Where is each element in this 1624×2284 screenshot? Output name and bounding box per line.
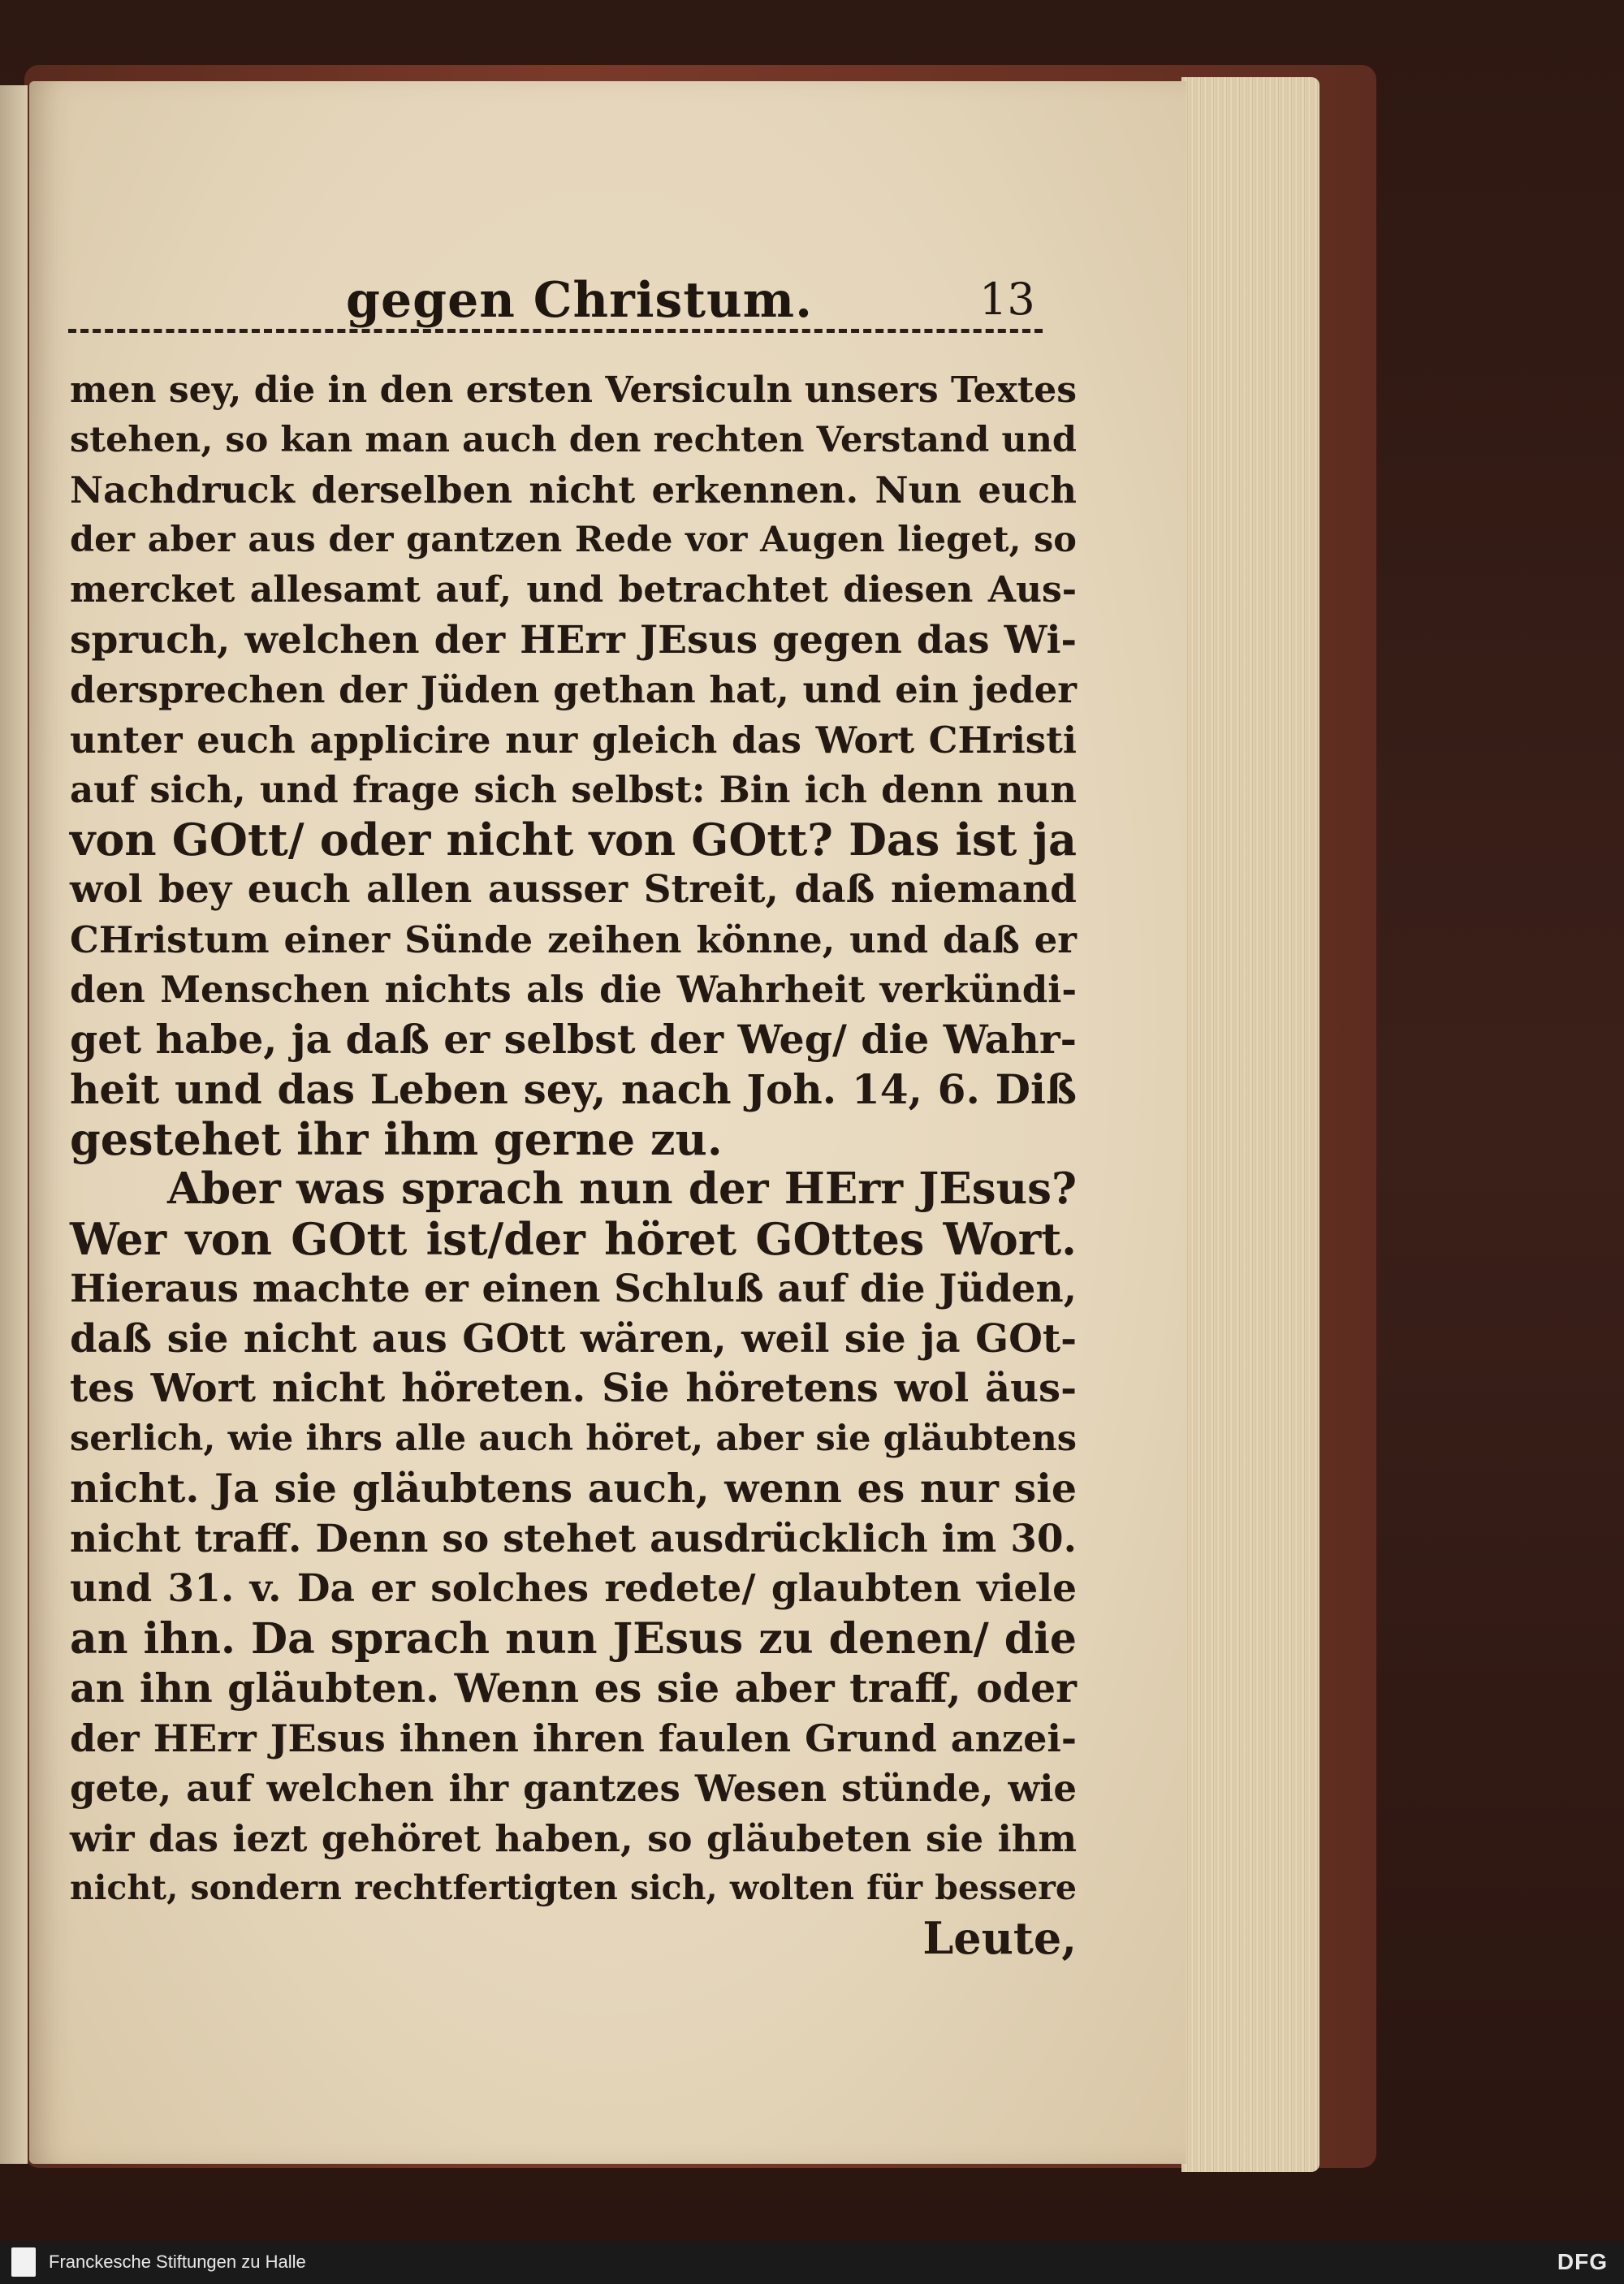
text-line: unter euch applicire nur gleich das Wort CHristi [70, 718, 1077, 762]
text-line: von GOtt/ oder nicht von GOtt? Das ist ja [70, 813, 1077, 866]
text-line: mercket allesamt auf, und betrachtet diesen Aus- [70, 569, 1077, 611]
header-rule [68, 329, 1043, 333]
text-line: men sey, die in den ersten Versiculn unsers Textes [70, 369, 1077, 411]
text-line: an ihn. Da sprach nun JEsus zu denen/ die [70, 1613, 1077, 1664]
text-line: wir das iezt gehöret haben, so gläubeten sie ihm [70, 1816, 1077, 1860]
text-line: gete, auf welchen ihr gantzes Wesen stünde, wie [70, 1767, 1077, 1810]
text-line: get habe, ja daß er selbst der Weg/ die Wahr- [70, 1015, 1077, 1063]
text-line: gestehet ihr ihm gerne zu. [70, 1112, 723, 1165]
text-line: Wer von GOtt ist/der höret GOttes Wort. [70, 1212, 1077, 1265]
dfg-logo: DFG [1557, 2249, 1608, 2274]
page-number: 13 [979, 274, 1035, 325]
text-line: CHristum einer Sünde zeihen könne, und daß er [70, 917, 1077, 961]
page-body-text [70, 365, 1077, 1963]
text-line: der aber aus der gantzen Rede vor Augen lieget, so [70, 519, 1077, 560]
text-line: stehen, so kan man auch den rechten Verstand und [70, 419, 1077, 460]
institution-logo-icon [11, 2247, 36, 2277]
text-line: nicht traff. Denn so stehet ausdrücklich im 30. [70, 1516, 1077, 1561]
text-line: an ihn gläubten. Wenn es sie aber traff, oder [70, 1664, 1077, 1712]
text-line: auf sich, und frage sich selbst: Bin ich denn nun [70, 768, 1077, 811]
text-line: nicht. Ja sie gläubtens auch, wenn es nur sie [70, 1465, 1077, 1512]
viewer-footer [0, 2241, 1624, 2284]
text-line: Hieraus machte er einen Schluß auf die Jüden, [70, 1267, 1077, 1311]
text-line: und 31. v. Da er solches redete/ glaubten viele [70, 1566, 1077, 1611]
previous-page-edge [0, 85, 28, 2164]
page-stack-edges [1181, 77, 1320, 2172]
text-line: dersprechen der Jüden gethan hat, und ein jeder [70, 668, 1077, 711]
text-line: tes Wort nicht höreten. Sie höretens wol äus- [70, 1366, 1077, 1411]
catchword: Leute, [922, 1911, 1077, 1964]
text-line: nicht, sondern rechtfertigten sich, wolten für bessere [70, 1868, 1077, 1907]
running-title: gegen Christum. [346, 272, 814, 329]
text-line: den Menschen nichts als die Wahrheit verkündi- [70, 968, 1077, 1011]
text-line: spruch, welchen der HErr JEsus gegen das Wi- [70, 617, 1077, 663]
text-line: Aber was sprach nun der HErr JEsus? [167, 1164, 1077, 1214]
text-line: der HErr JEsus ihnen ihren faulen Grund anzei- [70, 1716, 1077, 1760]
book-page [29, 81, 1186, 2164]
text-line: Nachdruck derselben nicht erkennen. Nun euch [70, 468, 1077, 512]
text-line: daß sie nicht aus GOtt wären, weil sie ja GOt- [70, 1315, 1077, 1362]
text-line: heit und das Leben sey, nach Joh. 14, 6. Diß [70, 1065, 1077, 1113]
institution-name[interactable]: Franckesche Stiftungen zu Halle [49, 2252, 306, 2272]
text-line: serlich, wie ihrs alle auch höret, aber sie gläubtens [70, 1418, 1077, 1459]
page-header [29, 272, 1186, 337]
text-line: wol bey euch allen ausser Streit, daß niemand [70, 867, 1077, 912]
